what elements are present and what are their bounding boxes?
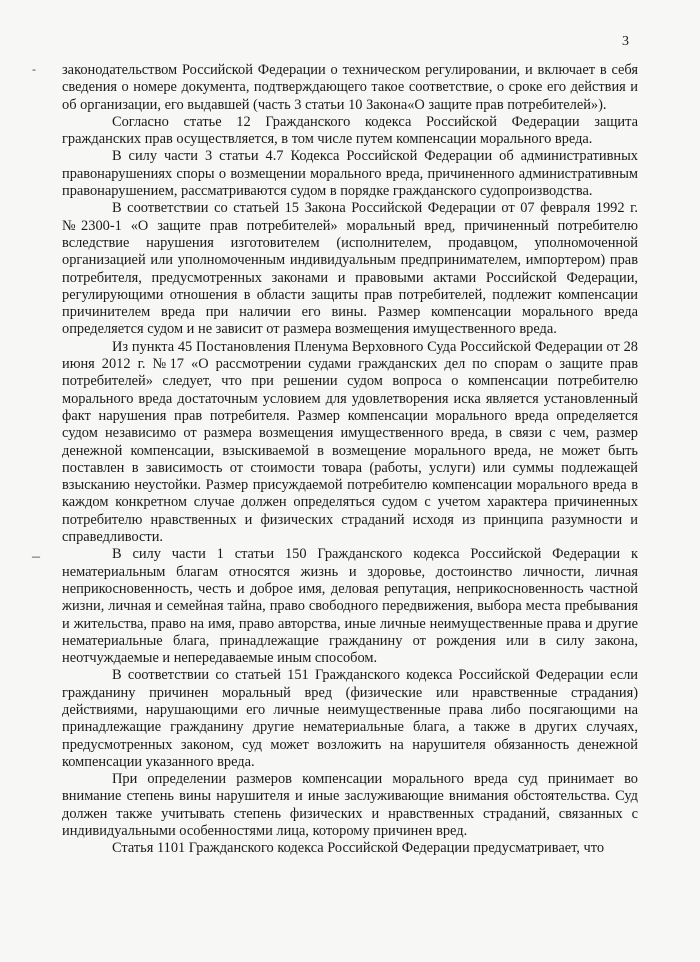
paragraph: При определении размеров компенсации морального вреда суд принимает во внимание степень вины нарушителя и иные заслуживающие внимания обстоятельства. Суд должен также учитывать степень физических и нравственных страданий, связанных с индивидуальными особенностями лица, которому причинен вред.: [62, 771, 638, 840]
page-number: 3: [622, 34, 629, 49]
paragraph: законодательством Российской Федерации о техническом регулировании, и включает в себя сведения о номере документа, подтверждающего такое соответствие, о сроке его действия и об организации, его выдавшей (часть 3 статьи 10 Закона«О защите прав потребителей»).: [62, 62, 638, 113]
paragraph: Статья 1101 Гражданского кодекса Российской Федерации предусматривает, что: [112, 840, 605, 857]
paragraph: В соответствии со статьей 15 Закона Российской Федерации от 07 февраля 1992 г. №2300-1 «О защите прав потребителей» моральный вред, причиненный потребителю вследствие нарушения изготовителем (исполнителем, продавцом, уполномоченной организацией или уполномоченным индивидуальным предпринимателем, импортером) прав потребителя, предусмотренных законами и правовыми актами Российской Федерации, регулирующими отношения в области защиты прав потребителей, подлежит компенсации причинителем вреда при наличии его вины. Размер компенсации морального вреда определяется судом и не зависит от размера возмещения имущественного вреда.: [62, 200, 638, 338]
paragraph: В силу части 3 статьи 4.7 Кодекса Российской Федерации об административных правонарушениях споры о возмещении морального вреда, причиненного административным правонарушением, рассматриваются судом в порядке гражданского судопроизводства.: [62, 148, 638, 200]
paragraph: В силу части 1 статьи 150 Гражданского кодекса Российской Федерации к нематериальным благам относятся жизнь и здоровье, достоинство личности, личная неприкосновенность, честь и доброе имя, деловая репутация, неприкосновенность частной жизни, личная и семейная тайна, право свободного передвижения, выбора места пребывания и жительства, право на имя, право авторства, иные личные неимущественные права и другие нематериальные блага, принадлежащие гражданину от рождения или в силу закона, неотчуждаемые и непередаваемые иным способом.: [62, 546, 638, 667]
paragraph: Согласно статье 12 Гражданского кодекса Российской Федерации защита гражданских прав осуществляется, в том числе путем компенсации морального вреда.: [62, 113, 638, 148]
margin-mark: –: [32, 548, 40, 565]
document-body: [62, 62, 638, 858]
margin-mark: -: [32, 62, 36, 76]
paragraph: В соответствии со статьей 151 Гражданского кодекса Российской Федерации если гражданину причинен моральный вред (физические или нравственные страдания) действиями, нарушающими его личные неимущественные права либо посягающими на принадлежащие гражданину другие нематериальные блага, а также в других случаях, предусмотренных законом, суд может возложить на нарушителя обязанность денежной компенсации указанного вреда.: [62, 667, 638, 770]
paragraph: Из пункта 45 Постановления Пленума Верховного Суда Российской Федерации от 28 июня 2012 г. №17 «О рассмотрении судами гражданских дел по спорам о защите прав потребителей» следует, что при решении судом вопроса о компенсации потребителю морального вреда достаточным условием для удовлетворения иска является установленный факт нарушения прав потребителя. Размер компенсации морального вреда определяется судом независимо от размера возмещения имущественного вреда, в связи с чем, размер денежной компенсации, взыскиваемой в возмещение морального вреда, не может быть поставлен в зависимость от стоимости товара (работы, услуги) или суммы подлежащей взысканию неустойки. Размер присуждаемой потребителю компенсации морального вреда в каждом конкретном случае должен определяться судом с учетом характера причиненных потребителю нравственных и физических страданий исходя из принципа разумности и справедливости.: [62, 338, 638, 546]
